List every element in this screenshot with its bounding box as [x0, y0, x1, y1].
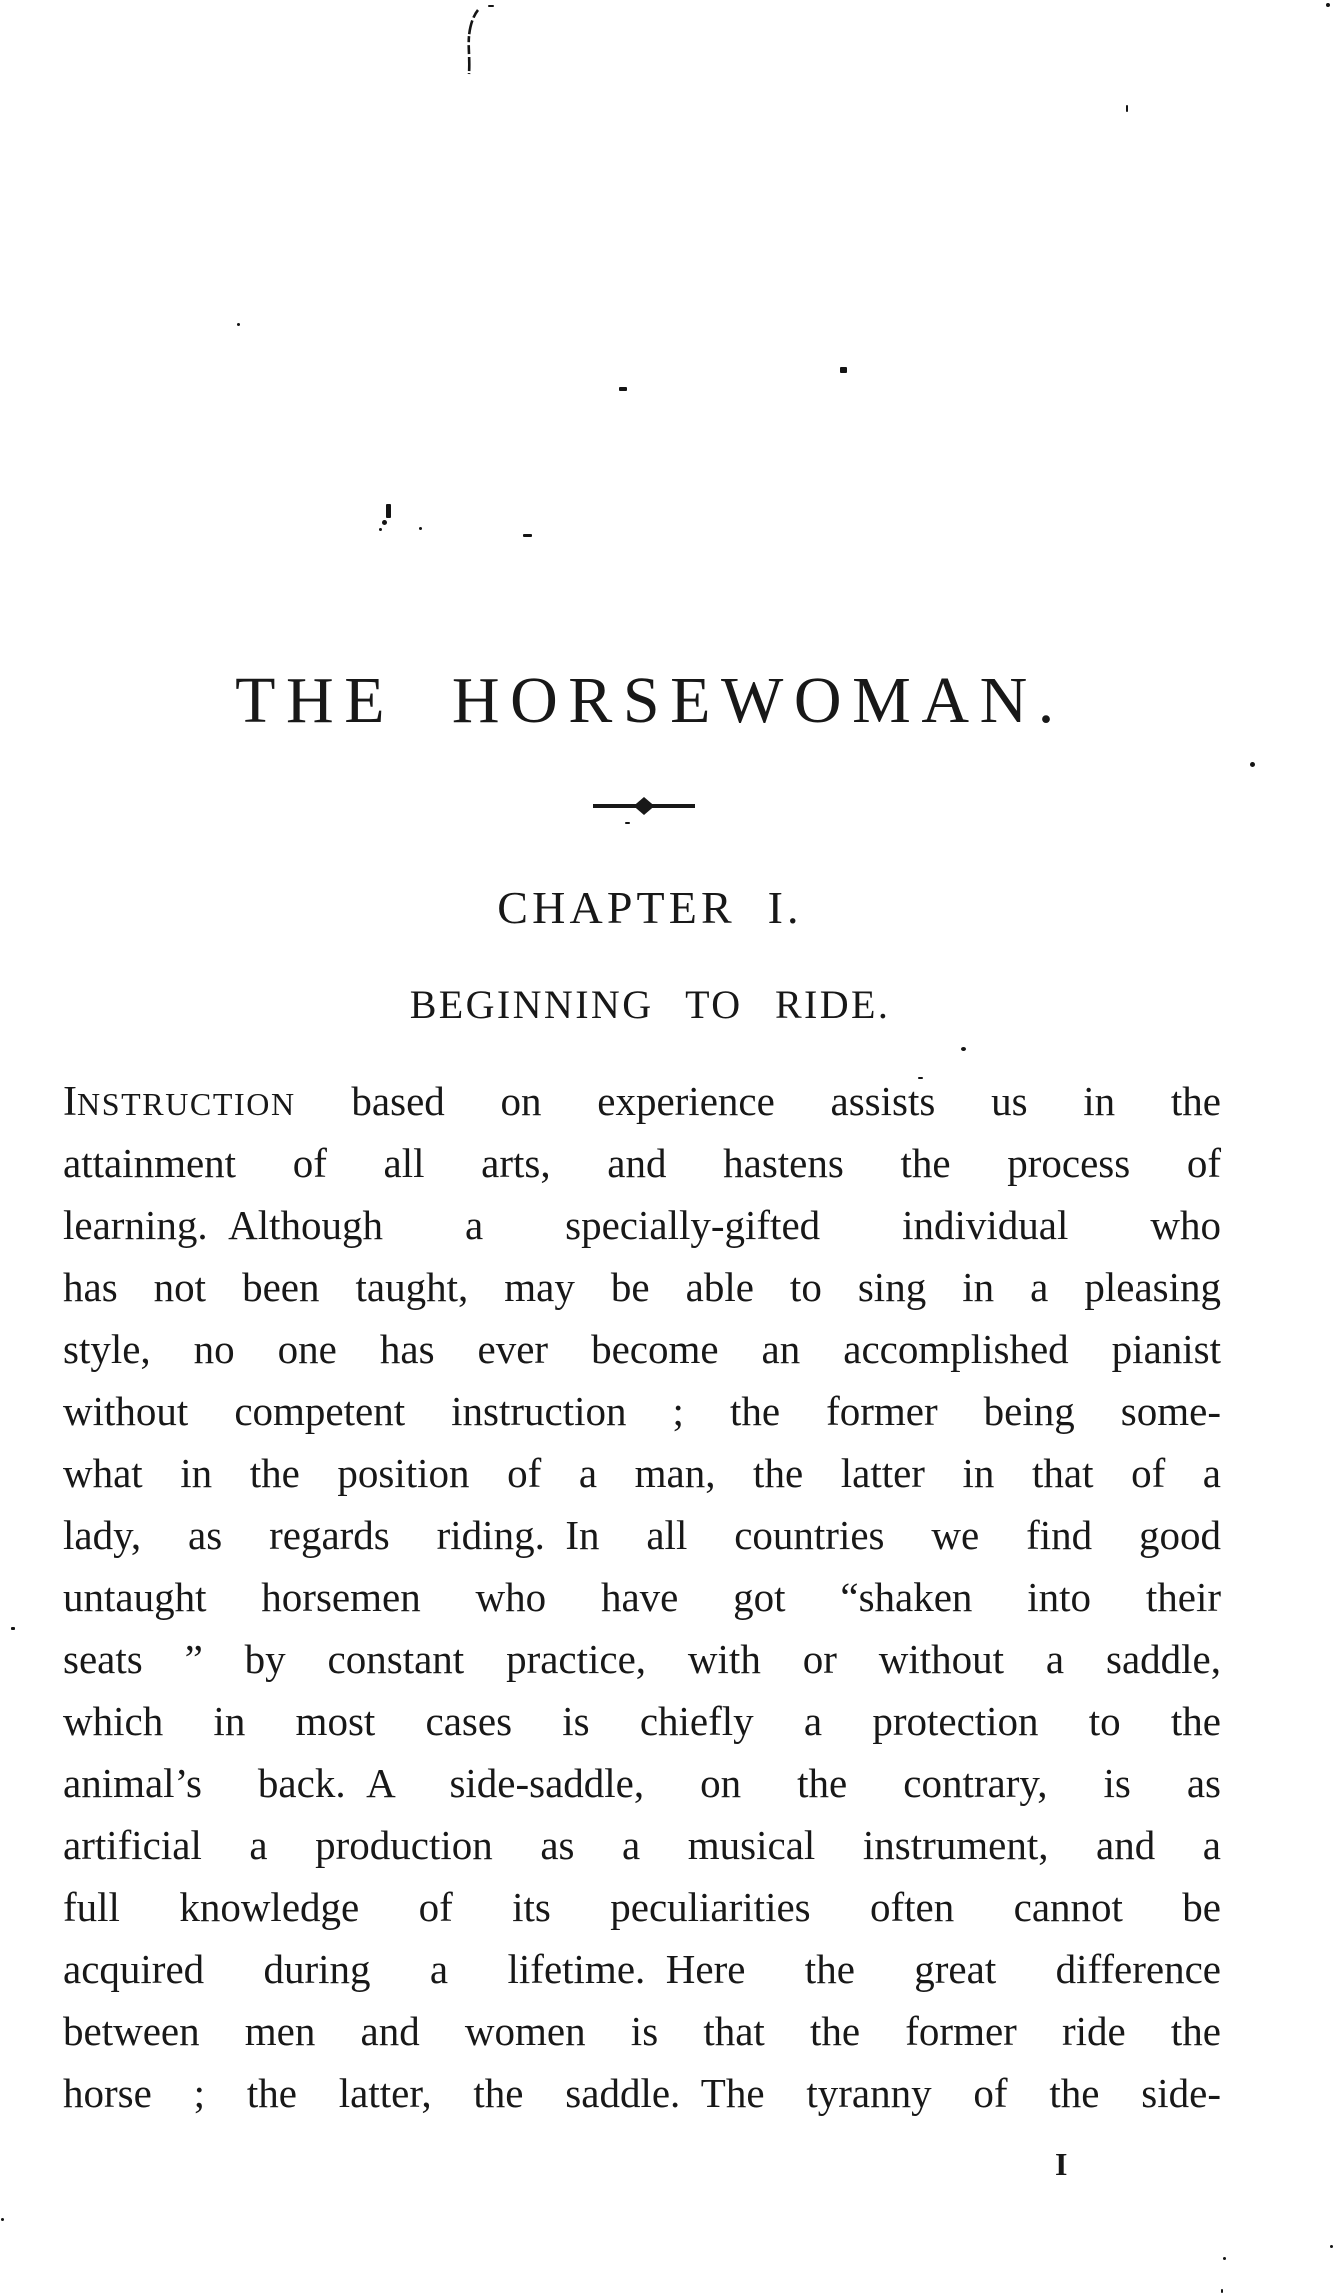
scan-speckle [1223, 2257, 1226, 2260]
scan-speckle [237, 323, 240, 326]
paragraph-line: without competent instruction ; the former being some- [63, 1388, 1221, 1434]
scan-speckle [11, 1627, 15, 1630]
scan-speckle [1221, 2289, 1223, 2293]
paragraph-line: which in most cases is chiefly a protection to the [63, 1698, 1221, 1744]
chapter-heading: CHAPTER I. [497, 882, 803, 933]
lead-smallcaps-word: NSTRUCTION [77, 1086, 296, 1122]
scan-speckle [625, 822, 630, 824]
scan-speckle [382, 520, 387, 525]
scan-speckle [961, 1047, 966, 1051]
paragraph-line: animal’s back. A side-saddle, on the contrary, is as [63, 1760, 1221, 1806]
paragraph-line: style, no one has ever become an accomplished pianist [63, 1326, 1221, 1372]
section-heading: BEGINNING TO RIDE. [409, 982, 891, 1027]
lead-initial: I [63, 1079, 77, 1125]
scan-speckle [1126, 105, 1128, 112]
scan-speckle [619, 387, 627, 391]
book-title: THE HORSEWOMAN. [235, 664, 1065, 737]
paragraph-line: attainment of all arts, and hastens the process of [63, 1140, 1221, 1186]
scan-speckle [488, 5, 494, 7]
paragraph-line: what in the position of a man, the latter in that of a [63, 1450, 1221, 1496]
divider-ornament [593, 796, 695, 820]
scan-speckle [419, 527, 422, 530]
paragraph-lines [63, 1132, 1221, 2124]
scan-speckle [523, 534, 532, 537]
paragraph-line: learning. Although a specially-gifted individual who [63, 1202, 1221, 1248]
scan-speckle [1330, 2245, 1333, 2248]
paragraph-line: between men and women is that the former ride the [63, 2008, 1221, 2054]
scan-speckle [386, 504, 391, 518]
paragraph-line: lady, as regards riding. In all countries we find good [63, 1512, 1221, 1558]
paragraph-line: has not been taught, may be able to sing in a pleasing [63, 1264, 1221, 1310]
scan-speckle [1250, 762, 1255, 767]
page-signature-mark: I [1055, 2146, 1069, 2182]
paragraph-line: full knowledge of its peculiarities often cannot be [63, 1884, 1221, 1930]
scan-speckle [1, 2218, 4, 2221]
scan-speckle [1326, 3, 1330, 7]
paragraph-line: acquired during a lifetime. Here the great difference [63, 1946, 1221, 1992]
body-paragraph [63, 1070, 1221, 2124]
diamond-icon [634, 797, 655, 815]
first-line-text: based on experience assists us in the [295, 1078, 1221, 1124]
paragraph-line: artificial a production as a musical instrument, and a [63, 1822, 1221, 1868]
scan-speckle [840, 367, 847, 373]
pen-stroke-mark [462, 8, 484, 78]
scan-speckle [379, 528, 382, 531]
paragraph-line-first [63, 1070, 1221, 1132]
paragraph-line: horse ; the latter, the saddle. The tyranny of the side- [63, 2070, 1221, 2116]
paragraph-line: seats ” by constant practice, with or without a saddle, [63, 1636, 1221, 1682]
paragraph-line: untaught horsemen who have got “shaken into their [63, 1574, 1221, 1620]
